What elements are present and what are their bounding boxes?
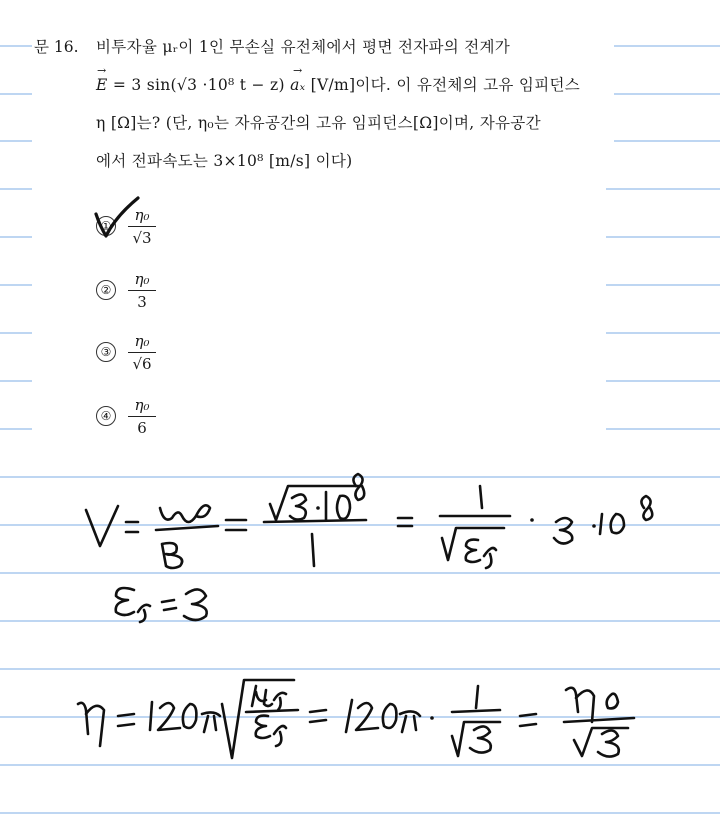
choice-2-marker: ② — [96, 280, 116, 300]
electric-field-vector: → E — [96, 68, 108, 102]
choice-1-numerator: η₀ — [134, 205, 150, 224]
field-expression: = 3 sin(√3 ·10⁸ t − z) — [107, 76, 291, 94]
problem-number: 문 16. — [34, 38, 79, 56]
unit-vector: → aₓ — [290, 68, 305, 102]
choice-3-denominator: √6 — [128, 352, 156, 373]
problem-line-3-text: η [Ω]는? (단, η₀는 자유공간의 고유 임피던스[Ω]이며, 자유공간 — [96, 114, 541, 132]
choice-3-numerator: η₀ — [134, 331, 150, 350]
handwritten-line-3 — [78, 680, 634, 758]
choice-3-marker: ③ — [96, 342, 116, 362]
choice-1-marker: ① — [96, 216, 116, 236]
field-unit-text: [V/m]이다. 이 유전체의 고유 임피던스 — [305, 76, 581, 94]
choice-4-denominator: 6 — [128, 416, 156, 437]
choice-1-denominator: √3 — [128, 226, 156, 247]
handwritten-line-2 — [116, 588, 207, 622]
choice-2-denominator: 3 — [128, 290, 156, 311]
checkmark-icon — [96, 198, 138, 236]
choice-4-marker: ④ — [96, 406, 116, 426]
choice-2-numerator: η₀ — [134, 269, 150, 288]
problem-line-4-text: 에서 전파속도는 3×10⁸ [m/s] 이다) — [96, 152, 353, 170]
handwritten-line-1 — [86, 474, 652, 568]
problem-line-1-text: 비투자율 μᵣ이 1인 무손실 유전체에서 평면 전자파의 전계가 — [96, 38, 511, 56]
choice-4-numerator: η₀ — [134, 395, 150, 414]
